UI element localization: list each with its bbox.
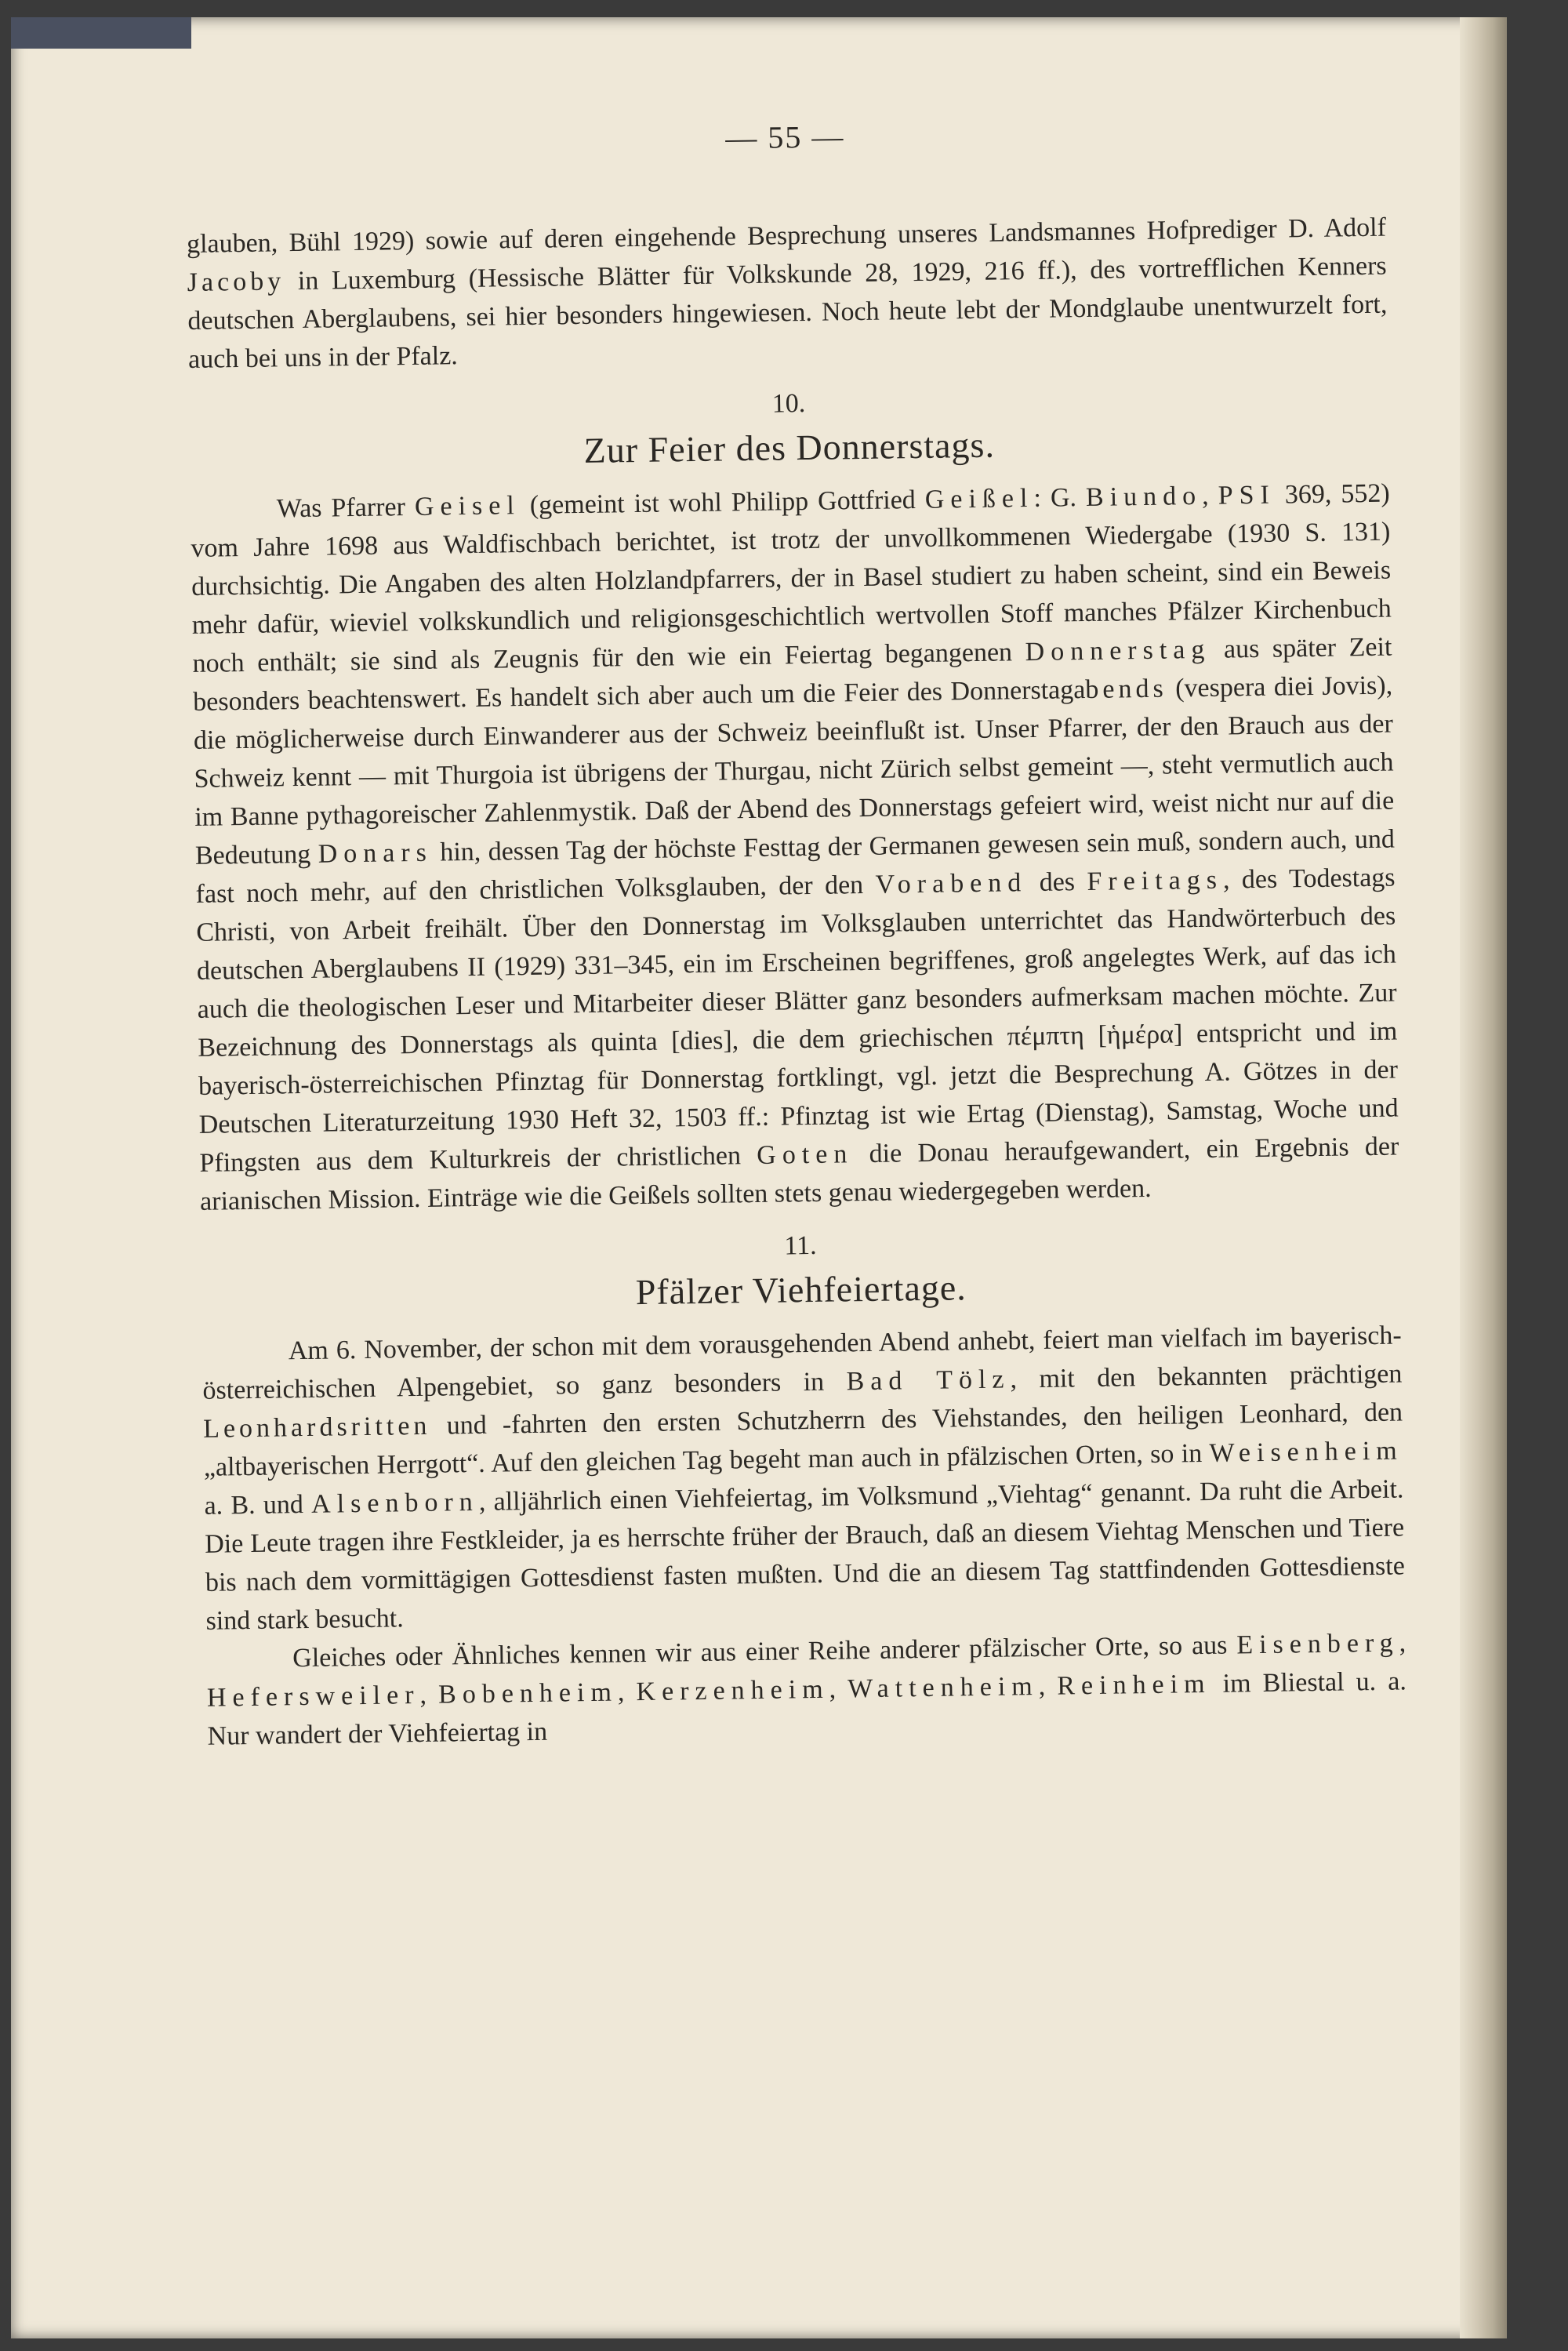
text-run: im Bliestal u. a. Nur wandert der Viehfeiertag in [207, 1666, 1407, 1751]
spaced-name: Kerzenheim [636, 1674, 829, 1707]
spaced-name: Alsenborn [310, 1487, 480, 1519]
text-run: glauben, Bühl 1929) sowie auf deren eingehende Besprechung unseres Landsmannes Hofprediger D. Adolf [186, 213, 1387, 259]
text-run: a. B. und [204, 1489, 312, 1521]
page-number: — 55 — [724, 118, 845, 156]
spaced-name: Bobenheim [437, 1677, 619, 1710]
spaced-name: Eisenberg [1236, 1628, 1399, 1660]
spaced-name: Donars [318, 838, 434, 869]
text-run: die Donau heraufgewandert, ein Ergebnis der arianischen Mission. Einträge wie die Geißels sollten stets genau wiedergegeben werden. [199, 1132, 1399, 1216]
spaced-name: Goten [757, 1139, 854, 1170]
text-run: , mit den bekannten prächtigen [1010, 1359, 1403, 1394]
spaced-name: Reinheim [1057, 1669, 1211, 1701]
section-title-10: Zur Feier des Donnerstags. [583, 424, 996, 471]
text-run: , alljährlich einen Viehfeiertag, im Volksmund „Viehtag“ genannt. Da ruht die Arbeit. Die Leute tragen ihre Festkleider, ja es herrschte früher der Brauch, daß an diesem Viehtag Menschen und Tiere bis nach dem vormittägigen Gottesdienst fasten mußten. Und die an diesem Tag stattfindenden Gottesdienste sind stark besucht. [204, 1474, 1406, 1636]
spaced-name: Freitags [1087, 865, 1224, 897]
text-run: , [1038, 1671, 1058, 1701]
spaced-name: bends [1085, 674, 1167, 705]
text-run: , [829, 1674, 848, 1704]
section-number-11: 11. [784, 1230, 817, 1261]
text-run: , [1201, 481, 1218, 511]
text-run: 369, 552) vom Jahre 1698 aus Waldfischbach berichtet, ist trotz der unvollkommenen Wiedergabe (1930 S. 131) durchsichtig. Die Angaben des alten Holzlandpfarrers, der in Basel studiert zu haben scheint, sind ein Beweis mehr dafür, wieviel volkskundlich und religionsgeschichtlich wertvollen Stoff manches Pfälzer Kirchenbuch noch enthält; sie sind als Zeugnis für den wie ein Feiertag begangenen [191, 478, 1392, 678]
spaced-name: Donnerstag [1025, 634, 1211, 667]
text-run: (gemeint ist wohl Philipp Gottfried [520, 485, 926, 521]
section-number-10: 10. [771, 388, 806, 419]
text-run: hin, dessen Tag der höchste Festtag der Germanen gewesen sein muß, sondern auch, und fast noch mehr, auf den christlichen Volksglauben, der den [195, 824, 1396, 909]
paragraph-continuation [187, 209, 1388, 379]
text-run: , [617, 1677, 637, 1707]
text-run: , [419, 1680, 439, 1710]
text-run: aus später Zeit besonders beachtenswert. Es handelt sich aber auch um die Feier des Donnerstaga [192, 632, 1392, 717]
library-label-strip [11, 17, 191, 49]
text-run: Am 6. November, der schon mit dem vorausgehenden Abend anhebt, feiert man vielfach im bayerisch-österreichischen Alpengebiet, so ganz besonders in [202, 1321, 1402, 1405]
text-run: Was Pfarrer [276, 492, 416, 524]
text-run: , des Todestags Christi, von Arbeit freihält. Über den Donnerstag im Volksglauben unterrichtet das Handwörterbuch des deutschen Aberglaubens II (1929) 331–345, ein im Erscheinen begriffenes, groß angelegtes Werk, auf das ich auch die theologischen Leser und Mitarbeiter dieser Blätter ganz besonders aufmerksam machen möchte. Zur Bezeichnung des Donnerstags als quinta [dies], die dem griechischen πέμπτη [ἡμέρα] entspricht und im bayerisch-österreichischen Pfinztag für Donnerstag fortklingt, vgl. jetzt die Besprechung A. Götzes in der Deutschen Literaturzeitung 1930 Heft 32, 1503 ff.: Pfinztag ist wie Ertag (Dienstag), Samstag, Woche und Pfingsten aus dem Kulturkreis der christlichen [196, 863, 1399, 1178]
spaced-name: Weisenheim [1209, 1436, 1403, 1468]
text-run: Gleiches oder Ähnliches kennen wir aus einer Reihe anderer pfälzischer Orte, so aus [292, 1630, 1237, 1673]
text-run: (vespera diei Jovis), die möglicherweise durch Einwanderer aus der Schweiz beeinflußt ist. Unser Pfarrer, der den Brauch aus der Schweiz kennt — mit Thurgoia ist übrigens der Thurgau, nicht Zürich selbst gemeint —, steht vermutlich auch im Banne pythagoreischer Zahlenmystik. Daß der Abend des Donnerstags gefeiert wird, weist nicht nur auf die Bedeutung [193, 670, 1395, 870]
spaced-name: Biundo [1085, 481, 1203, 513]
text-run: und -fahrten den ersten Schutzherrn des Viehstandes, den heiligen Leonhard, den „altbayerischen Herrgott“. Auf den gleichen Tag begeht man auch in pfälzischen Orten, so in [203, 1397, 1403, 1482]
spaced-name: Jacoby [187, 267, 285, 297]
section-10-paragraph [190, 474, 1399, 1221]
spaced-name: Leonhardsritten [202, 1411, 431, 1444]
book-page [11, 17, 1507, 2338]
page-edge [1460, 17, 1507, 2338]
spaced-name: Geißel [924, 483, 1034, 514]
text-run: , [1399, 1628, 1406, 1658]
text-run: in Luxemburg (Hessische Blätter für Volkskunde 28, 1929, 216 ff.), des vortrefflichen Kenners deutschen Aberglaubens, sei hier besonders hingewiesen. Noch heute lebt der Mondglaube unentwurzelt fort, auch bei uns in der Pfalz. [187, 251, 1388, 374]
page-content [185, 111, 1407, 1756]
section-11-paragraph-1 [201, 1316, 1405, 1640]
section-11-paragraph-2 [206, 1623, 1407, 1755]
spaced-name: Hefersweiler [206, 1681, 420, 1713]
spaced-name: Geisel [414, 491, 521, 521]
text-run: : G. [1033, 483, 1087, 513]
text-run: des [1027, 867, 1087, 898]
spaced-name: Bad Tölz [846, 1364, 1011, 1397]
section-title-11: Pfälzer Viehfeiertage. [635, 1267, 967, 1313]
spaced-name: PSI [1218, 480, 1276, 511]
spaced-name: Wattenheim [848, 1671, 1039, 1704]
spaced-name: Vorabend [875, 868, 1028, 899]
